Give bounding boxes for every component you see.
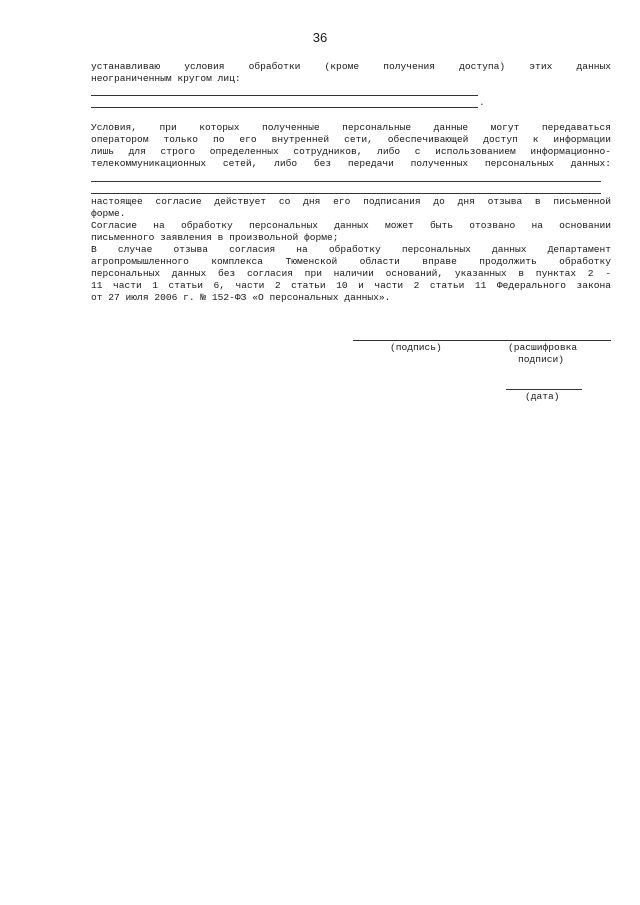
para3-line3: Согласие на обработку персональных данных может быть отозвано на основании: [91, 220, 611, 231]
para2-line1: Условия, при которых полученные персональные данные могут передаваться: [91, 122, 611, 133]
para3-line4: письменного заявления в произвольной форме;: [91, 232, 339, 243]
signature-line: [353, 340, 611, 341]
para2-line4: телекоммуникационных сетей, либо без передачи полученных персональных данных:: [91, 158, 611, 169]
para3-line5: В случае отзыва согласия на обработку персональных данных Департамент: [91, 244, 611, 255]
para3-line8: 11 части 1 статьи 6, части 2 статьи 10 и части 2 статьи 11 Федерального закона: [91, 280, 611, 291]
fill-end-mark: .: [479, 97, 485, 108]
para3-line9: от 27 июля 2006 г. № 152-ФЗ «О персональных данных».: [91, 292, 391, 303]
signature-decode-label-1: (расшифровка: [508, 342, 578, 353]
para1-line1: устанавливаю условия обработки (кроме получения доступа) этих данных: [91, 61, 611, 72]
fill-line-3: [91, 181, 601, 182]
fill-line-2: [91, 107, 478, 108]
para3-line2: форме.: [91, 208, 126, 219]
fill-line-1: [91, 95, 478, 96]
para3-line7: персональных данных без согласия при наличии оснований, указанных в пунктах 2 -: [91, 268, 611, 279]
date-label: (дата): [525, 391, 560, 402]
para3-line6: агропромышленного комплекса Тюменской области вправе продолжить обработку: [91, 256, 611, 267]
date-line: [506, 389, 582, 390]
para1-line2: неограниченным кругом лиц:: [91, 73, 241, 84]
para2-line3: лишь для строго определенных сотрудников, либо с использованием информационно-: [91, 146, 611, 157]
para3-line1: настоящее согласие действует со дня его подписания до дня отзыва в письменной: [91, 196, 611, 207]
signature-decode-label-2: подписи): [518, 354, 565, 365]
page-number: 36: [312, 30, 328, 45]
fill-line-4: [91, 193, 601, 194]
signature-label: (подпись): [390, 342, 442, 353]
para2-line2: оператором только по его внутренней сети, обеспечивающей доступ к информации: [91, 134, 611, 145]
